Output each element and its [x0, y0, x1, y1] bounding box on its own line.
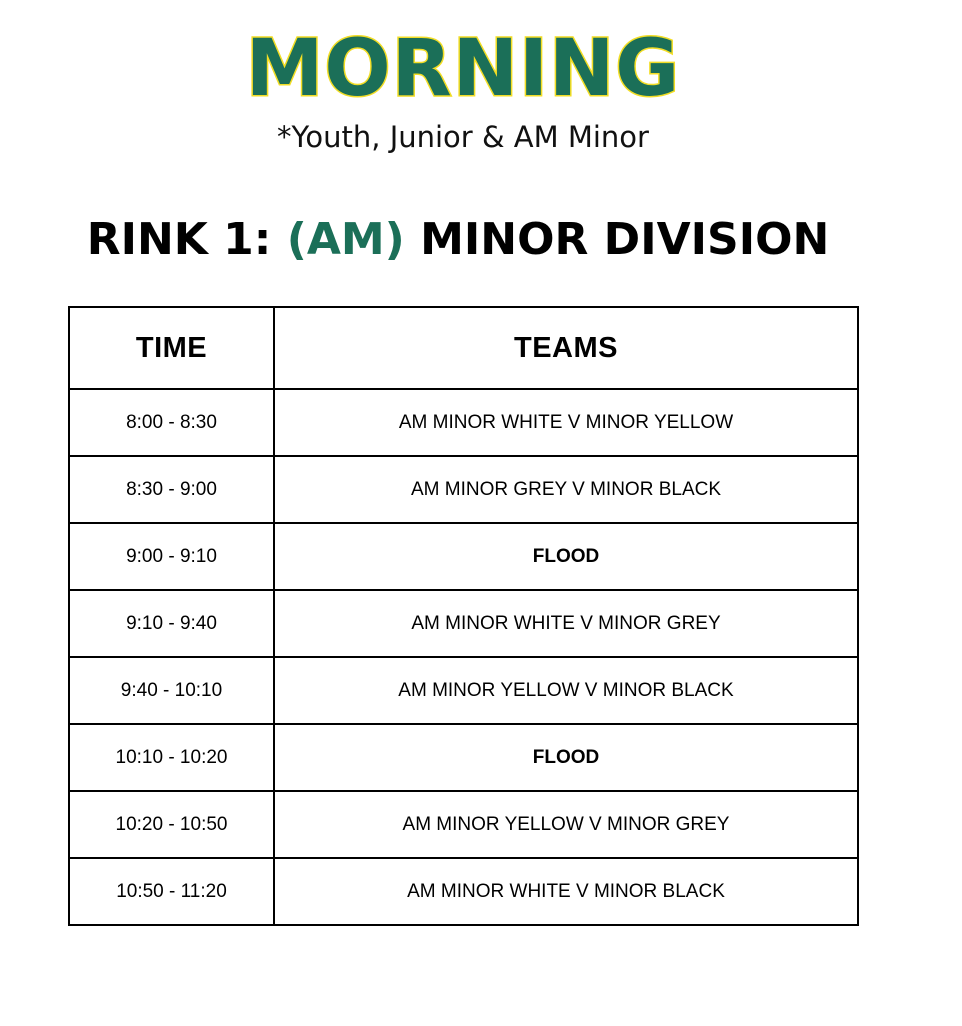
- teams-cell: AM MINOR YELLOW V MINOR BLACK: [274, 657, 858, 724]
- table-row: [69, 858, 858, 925]
- table-row: [69, 590, 858, 657]
- rink-heading-accent: (AM): [286, 214, 405, 265]
- rink-heading-suffix: MINOR DIVISION: [404, 214, 830, 265]
- time-cell: 10:20 - 10:50: [69, 791, 274, 858]
- table-row: [69, 389, 858, 456]
- time-cell: 9:10 - 9:40: [69, 590, 274, 657]
- teams-cell: AM MINOR WHITE V MINOR BLACK: [274, 858, 858, 925]
- page-subtitle: *Youth, Junior & AM Minor: [277, 120, 649, 154]
- column-header-teams: TEAMS: [274, 307, 858, 389]
- teams-cell: AM MINOR YELLOW V MINOR GREY: [274, 791, 858, 858]
- table-header-row: [69, 307, 858, 389]
- rink-heading: [0, 216, 916, 264]
- column-header-time: TIME: [69, 307, 274, 389]
- teams-cell: AM MINOR WHITE V MINOR YELLOW: [274, 389, 858, 456]
- table-row: [69, 724, 858, 791]
- table-row: [69, 523, 858, 590]
- rink-heading-prefix: RINK 1:: [86, 214, 287, 265]
- flood-cell: FLOOD: [274, 724, 858, 791]
- teams-cell: AM MINOR GREY V MINOR BLACK: [274, 456, 858, 523]
- table-row: [69, 657, 858, 724]
- flood-cell: FLOOD: [274, 523, 858, 590]
- time-cell: 8:00 - 8:30: [69, 389, 274, 456]
- time-cell: 10:50 - 11:20: [69, 858, 274, 925]
- time-cell: 8:30 - 9:00: [69, 456, 274, 523]
- teams-cell: AM MINOR WHITE V MINOR GREY: [274, 590, 858, 657]
- time-cell: 10:10 - 10:20: [69, 724, 274, 791]
- schedule-table: [68, 306, 859, 926]
- table-row: [69, 456, 858, 523]
- page-title: MORNING: [245, 24, 681, 114]
- table-row: [69, 791, 858, 858]
- time-cell: 9:40 - 10:10: [69, 657, 274, 724]
- time-cell: 9:00 - 9:10: [69, 523, 274, 590]
